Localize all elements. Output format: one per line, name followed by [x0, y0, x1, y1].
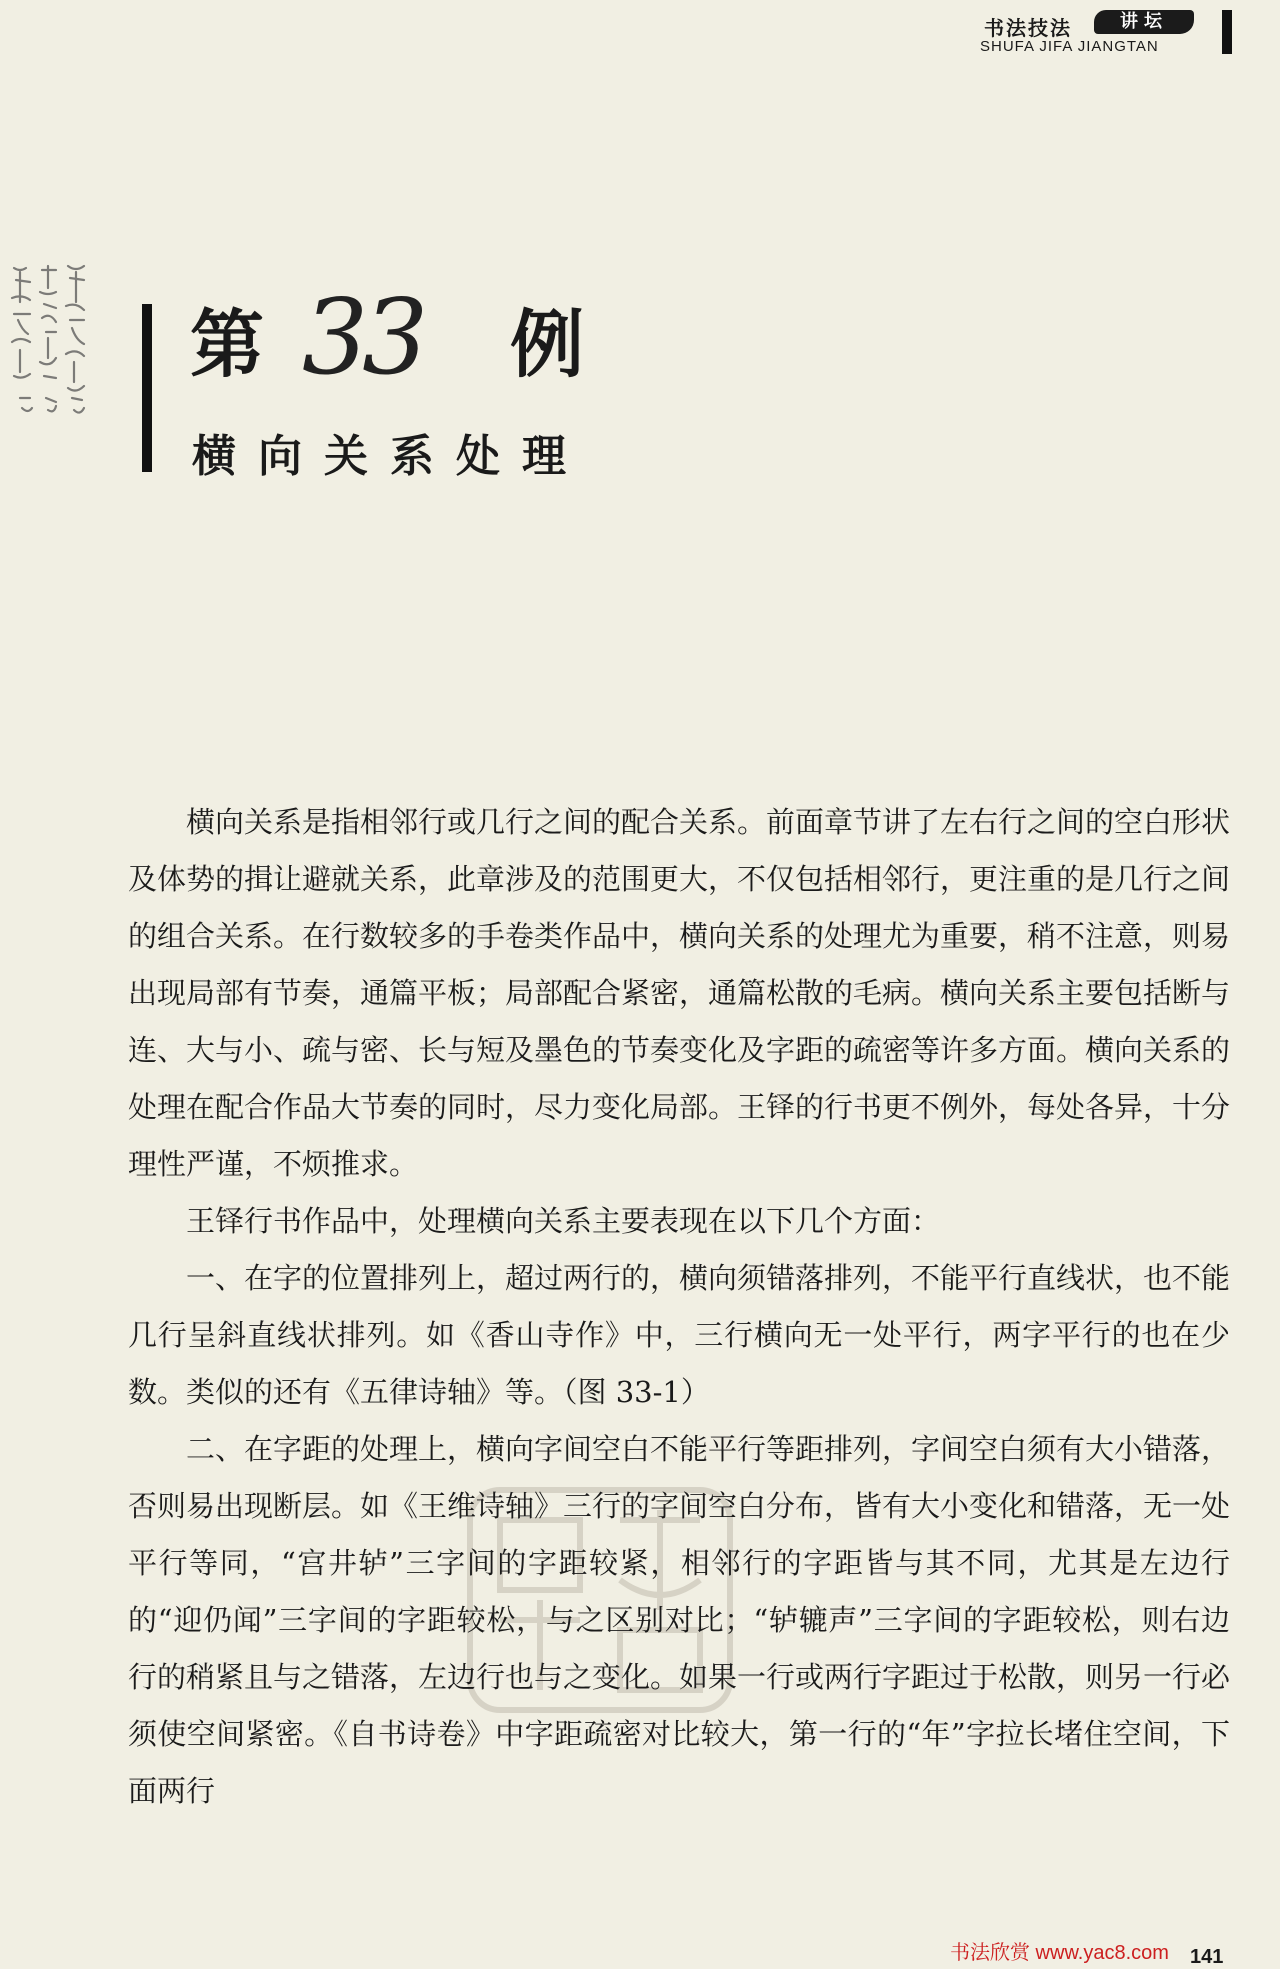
- title-accent-bar: [142, 304, 152, 472]
- chapter-number: 33: [302, 276, 423, 398]
- header-title-en: SHUFA JIFA JIANGTAN: [980, 38, 1159, 55]
- page-number: 141: [1190, 1946, 1224, 1968]
- chapter-subtitle: 横向关系处理: [192, 431, 588, 482]
- margin-calligraphy-image: [6, 258, 96, 498]
- header-bar: [1222, 10, 1232, 54]
- header-tab: [1094, 10, 1194, 34]
- running-header: [972, 8, 1232, 58]
- paragraph: 一、在字的位置排列上，超过两行的，横向须错落排列，不能平行直线状，也不能几行呈斜直线状排列。如《香山寺作》中，三行横向无一处平行，两字平行的也在少数。类似的还有《五律诗轴》等。（图 33-1）: [128, 1261, 1231, 1409]
- paragraph: 王铎行书作品中，处理横向关系主要表现在以下几个方面：: [186, 1204, 941, 1238]
- header-title-cn: 书法技法: [984, 16, 1072, 40]
- paragraph: 二、在字距的处理上，横向字间空白不能平行等距排列，字间空白须有大小错落，否则易出现断层。如《王维诗轴》三行的字间空白分布，皆有大小变化和错落，无一处平行等同，“宫井轳”三字间的字距较紧，相邻行的字距皆与其不同，尤其是左边行的“迎仍闻”三字间的字距较松，与之区别对比；“轳辘声”三字间的字距较松，则右边行的稍紧且与之错落，左边行也与之变化。如果一行或两行字距过于松散，则另一行必须使空间紧密。《自书诗卷》中字距疏密对比较大，第一行的“年”字拉长堵住空间，下面两行: [128, 1432, 1231, 1808]
- header-tab-label: 讲坛: [1120, 11, 1168, 32]
- chapter-prefix: 第: [190, 302, 264, 388]
- body-text: [128, 794, 1230, 1820]
- paragraph: 横向关系是指相邻行或几行之间的配合关系。前面章节讲了左右行之间的空白形状及体势的揖让避就关系，此章涉及的范围更大，不仅包括相邻行，更注重的是几行之间的组合关系。在行数较多的手卷类作品中，横向关系的处理尤为重要，稍不注意，则易出现局部有节奏，通篇平板；局部配合紧密，通篇松散的毛病。横向关系主要包括断与连、大与小、疏与密、长与短及墨色的节奏变化及字距的疏密等许多方面。横向关系的处理在配合作品大节奏的同时，尽力变化局部。王铎的行书更不例外，每处各异，十分理性严谨，不烦推求。: [128, 805, 1231, 1181]
- site-watermark: 书法欣赏 www.yac8.com: [950, 1942, 1169, 1964]
- chapter-suffix: 例: [510, 302, 584, 388]
